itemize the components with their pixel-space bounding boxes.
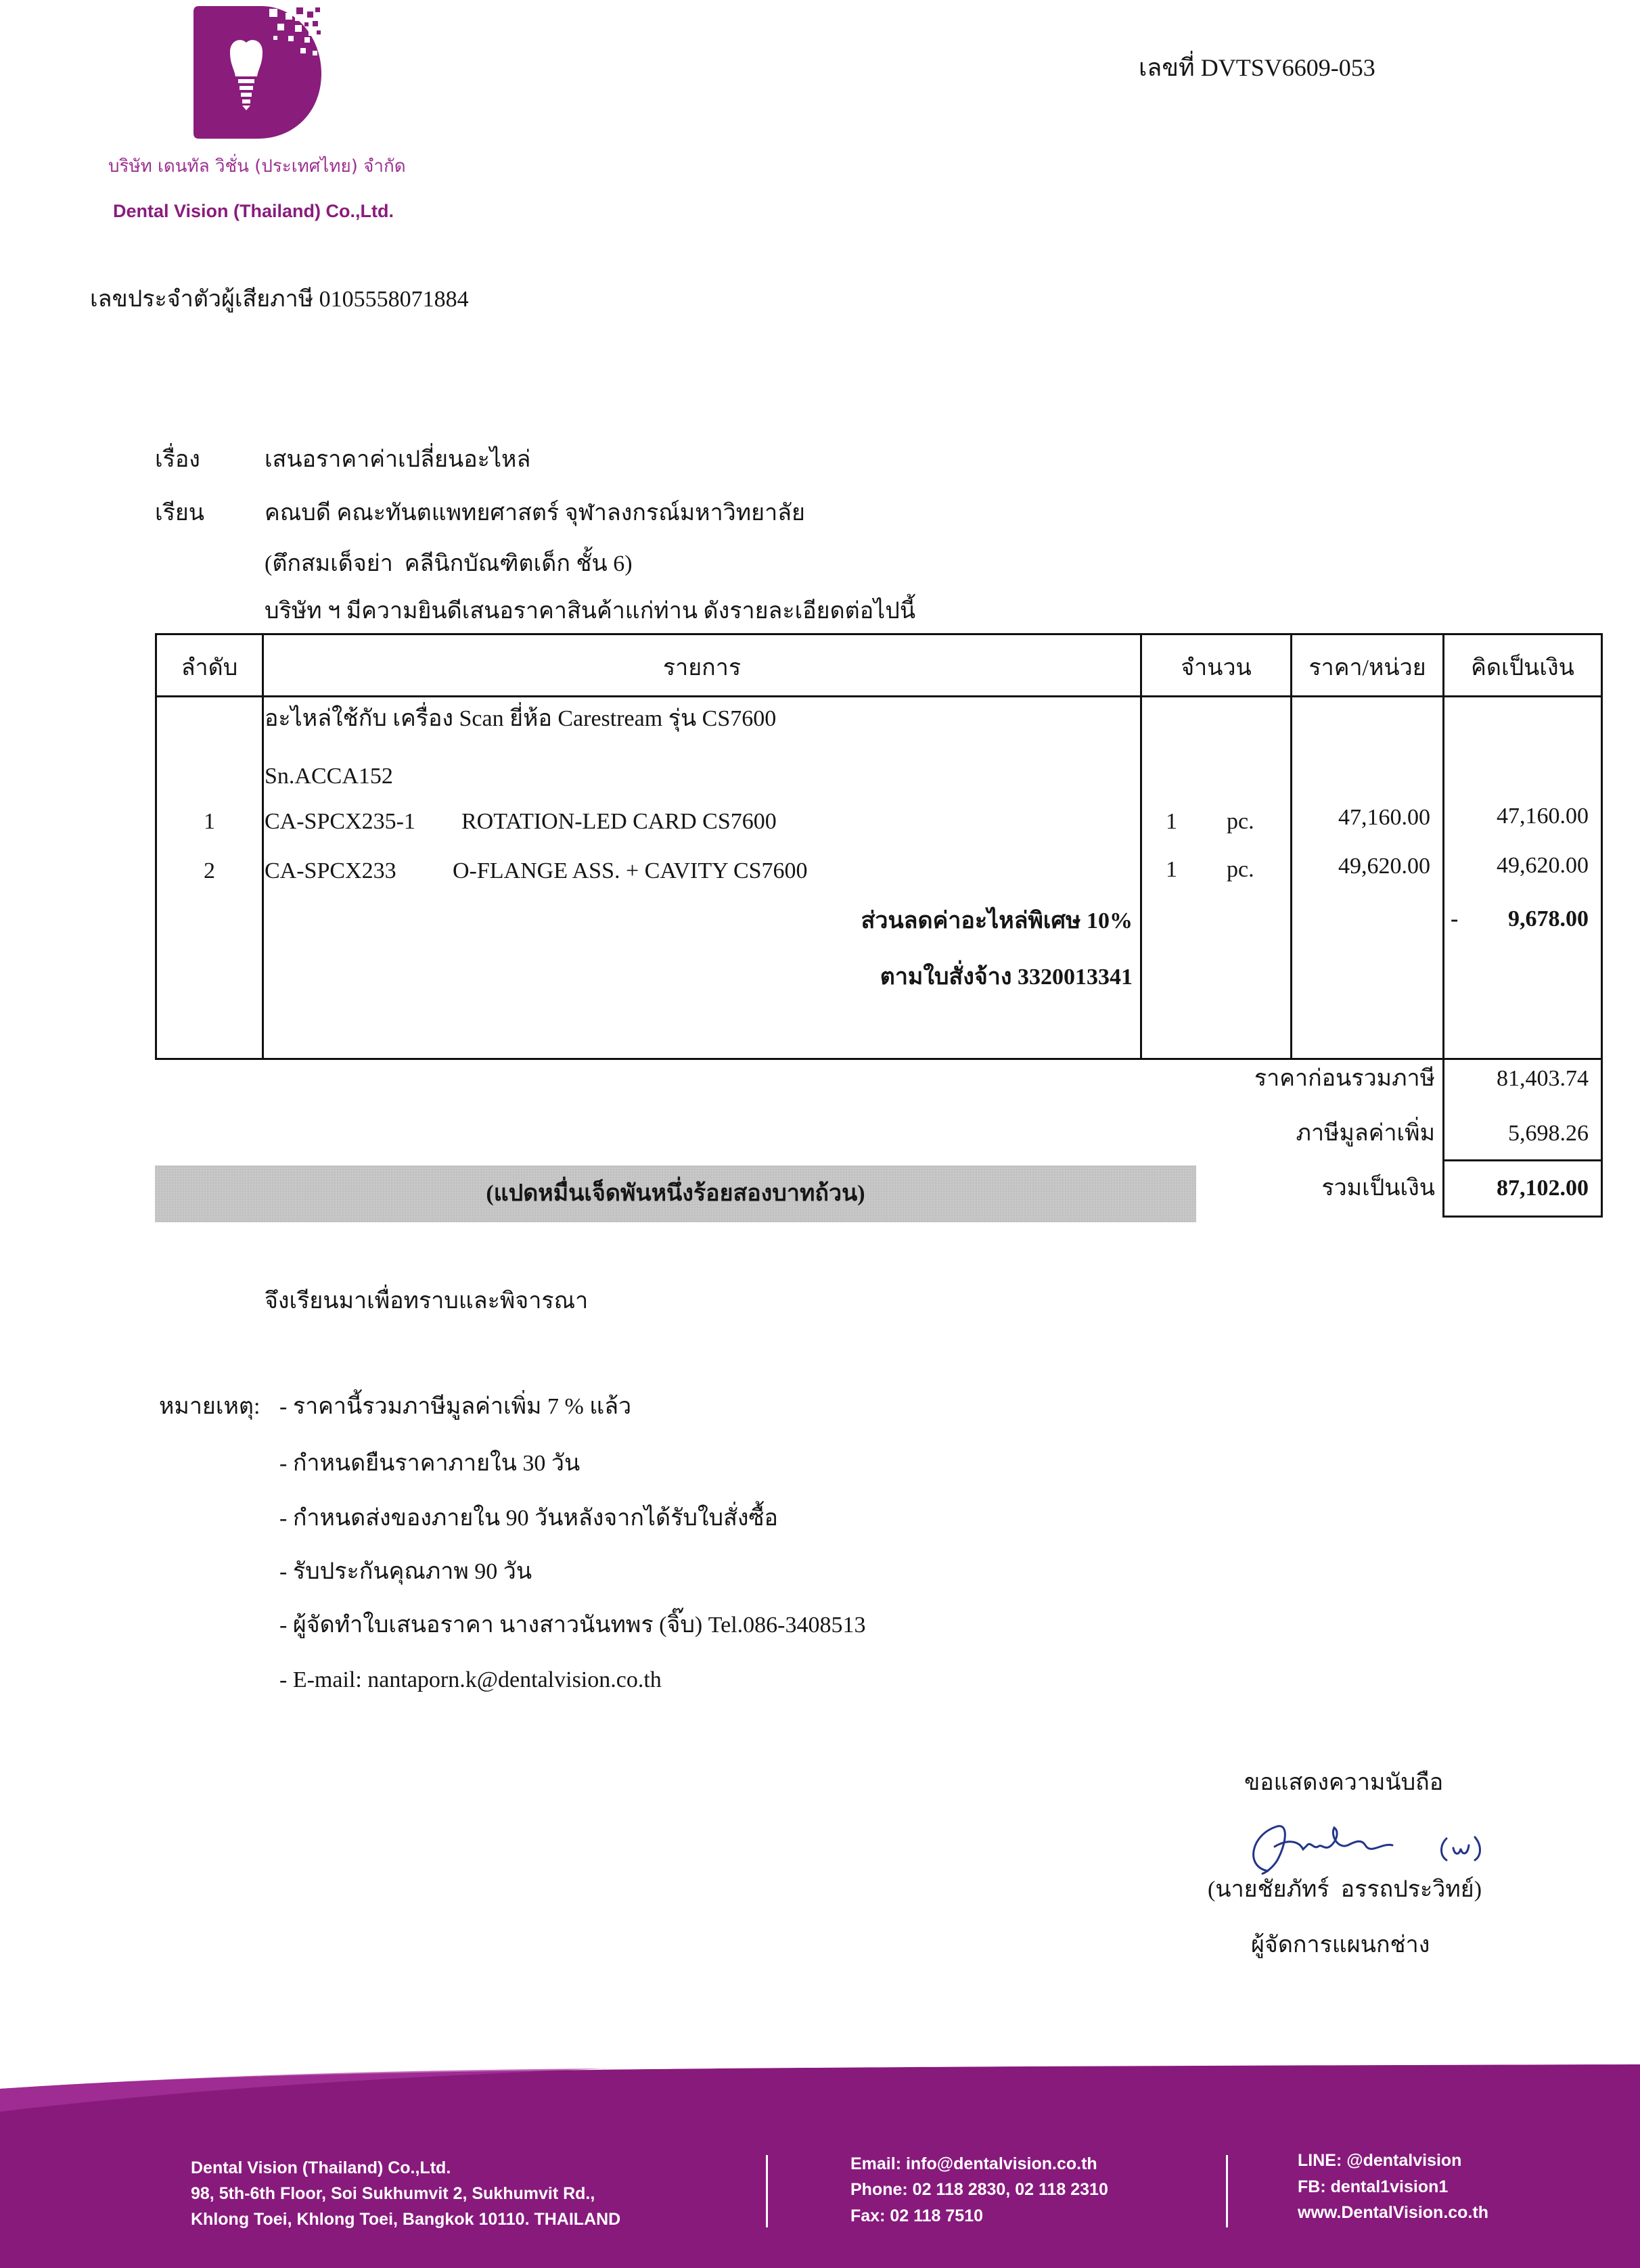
quotation-table (155, 633, 1603, 1060)
discount-sign: - (1451, 906, 1459, 931)
footer-divider (1226, 2155, 1228, 2227)
footer-fax: Fax: 02 118 7510 (850, 2206, 983, 2225)
vat-value: 5,698.26 (1508, 1121, 1589, 1146)
company-name-thai: บริษัท เดนทัล วิชั่น (ประเทศไทย) จำกัด (108, 156, 406, 177)
recipient-location: (ตึกสมเด็จย่า คลีนิกบัณฑิตเด็ก ชั้น 6) (265, 551, 633, 576)
total-divider (1444, 1159, 1601, 1161)
footer-line-id: LINE: @dentalvision (1298, 2151, 1462, 2170)
note-item: - กำหนดยืนราคาภายใน 30 วัน (279, 1451, 580, 1476)
document-number (1139, 53, 1375, 82)
signatory-position: ผู้จัดการแผนกช่าง (1251, 1933, 1430, 1958)
amount-in-words-bar (155, 1165, 1196, 1222)
recipient-value: คณบดี คณะทันตแพทยศาสตร์ จุฬาลงกรณ์มหาวิทยาลัย (265, 501, 805, 526)
footer-address-line: 98, 5th-6th Floor, Soi Sukhumvit 2, Sukhumvit Rd., (191, 2184, 595, 2203)
footer-website: www.DentalVision.co.th (1298, 2203, 1488, 2222)
discount-amount: 9,678.00 (1508, 906, 1589, 931)
total-label: รวมเป็นเงิน (1321, 1176, 1435, 1201)
row-1-name: ROTATION-LED CARD CS7600 (461, 809, 777, 834)
total-value: 87,102.00 (1497, 1176, 1589, 1201)
handwritten-signature (1235, 1818, 1493, 1879)
footer-company-name: Dental Vision (Thailand) Co.,Ltd. (191, 2158, 451, 2177)
row-2-unit-price: 49,620.00 (1338, 854, 1430, 879)
tooth-implant-logo-icon (193, 6, 321, 139)
row-2-qty: 1 (1166, 857, 1177, 882)
row-1-qty: 1 (1166, 809, 1177, 834)
subject-label: เรื่อง (155, 447, 200, 472)
intro-text: บริษัท ฯ มีความยินดีเสนอราคาสินค้าแก่ท่าน ดังรายละเอียดต่อไปนี้ (265, 599, 916, 624)
closing-line: จึงเรียนมาเพื่อทราบและพิจารณา (265, 1289, 589, 1314)
note-item: - ผู้จัดทำใบเสนอราคา นางสาวนันทพร (จิ๊บ) Tel.086-3408513 (279, 1613, 866, 1638)
header-unit-price: ราคา/หน่วย (1308, 655, 1426, 680)
footer-email: Email: info@dentalvision.co.th (850, 2154, 1097, 2173)
column-divider (1140, 635, 1142, 1058)
tax-id-label: เลขประจำตัวผู้เสียภาษี (90, 287, 314, 312)
row-2-unit: pc. (1227, 857, 1254, 882)
note-item: - E-mail: nantaporn.k@dentalvision.co.th (279, 1667, 662, 1692)
row-2-code: CA-SPCX233 (265, 858, 396, 883)
header-description: รายการ (662, 655, 742, 680)
signature-strokes (1235, 1818, 1493, 1879)
header-no: ลำดับ (181, 655, 238, 680)
signatory-name: (นายชัยภัทร์ อรรถประวิทย์) (1208, 1877, 1482, 1902)
notes-label: หมายเหตุ: (159, 1394, 260, 1419)
row-1-no: 1 (204, 809, 215, 834)
item-description: อะไหล่ใช้กับ เครื่อง Scan ยี่ห้อ Carestream รุ่น CS7600 (265, 706, 777, 731)
subtotal-value: 81,403.74 (1497, 1066, 1589, 1091)
header-quantity: จำนวน (1181, 655, 1252, 680)
row-2-no: 2 (204, 858, 215, 883)
footer-facebook: FB: dental1vision1 (1298, 2177, 1449, 2196)
vat-label: ภาษีมูลค่าเพิ่ม (1296, 1121, 1435, 1146)
amount-in-words: (แปดหมื่นเจ็ดพันหนึ่งร้อยสองบาทถ้วน) (486, 1181, 865, 1206)
column-divider (262, 635, 264, 1058)
note-item: - รับประกันคุณภาพ 90 วัน (279, 1559, 532, 1584)
column-divider (1442, 635, 1444, 1058)
discount-label: ส่วนลดค่าอะไหล่พิเศษ 10% (861, 908, 1133, 933)
recipient-label: เรียน (155, 501, 205, 526)
row-1-code: CA-SPCX235-1 (265, 809, 415, 834)
document-number-label: เลขที่ (1139, 54, 1195, 81)
note-item: - กำหนดส่งของภายใน 90 วันหลังจากได้รับใบสั่งซื้อ (279, 1506, 778, 1531)
footer-address-line: Khlong Toei, Khlong Toei, Bangkok 10110. THAILAND (191, 2210, 621, 2229)
row-1-amount: 47,160.00 (1497, 804, 1589, 829)
row-1-unit: pc. (1227, 809, 1254, 834)
row-2-name: O-FLANGE ASS. + CAVITY CS7600 (453, 858, 808, 883)
note-item: - ราคานี้รวมภาษีมูลค่าเพิ่ม 7 % แล้ว (279, 1394, 632, 1419)
tax-id-value: 0105558071884 (319, 287, 469, 312)
column-divider (1290, 635, 1292, 1058)
tax-id (90, 286, 469, 313)
row-1-unit-price: 47,160.00 (1338, 805, 1430, 830)
document-number-value: DVTSV6609-053 (1200, 54, 1375, 81)
company-name-english: Dental Vision (Thailand) Co.,Ltd. (113, 201, 394, 221)
subtotal-label: ราคาก่อนรวมภาษี (1254, 1066, 1435, 1091)
header-amount: คิดเป็นเงิน (1471, 655, 1574, 680)
footer-divider (766, 2155, 768, 2227)
header-divider (157, 695, 1601, 697)
subject-value: เสนอราคาค่าเปลี่ยนอะไหล่ (265, 447, 531, 472)
purchase-order-ref: ตามใบสั่งจ้าง 3320013341 (880, 965, 1133, 990)
footer-phone: Phone: 02 118 2830, 02 118 2310 (850, 2180, 1108, 2199)
item-serial: Sn.ACCA152 (265, 764, 393, 789)
company-logo (193, 6, 321, 139)
row-2-amount: 49,620.00 (1497, 853, 1589, 878)
regards-text: ขอแสดงความนับถือ (1244, 1770, 1444, 1795)
